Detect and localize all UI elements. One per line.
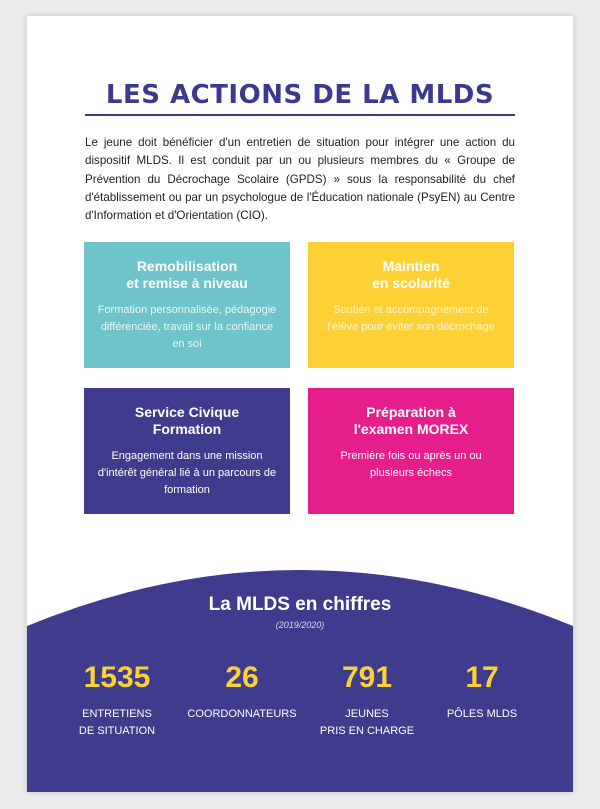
stat-label: COORDONNATEURS: [187, 708, 297, 720]
action-card-text: Première fois ou après un ou plusieurs échecs: [340, 450, 482, 479]
stat-number: 17: [465, 661, 499, 694]
page-title: LES ACTIONS DE LA MLDS: [105, 80, 495, 110]
intro-paragraph: Le jeune doit bénéficier d'un entretien de situation pour intégrer une action du dispositif MLDS. Il est conduit par un ou plusieurs membres du « Groupe de Prévention du Décrochage Scolaire (GPDS) » sous la responsabilité du chef d'établissement ou par un psychologue de l'Éducation nationale (PsyEN) au Centre d'Information et d'Orientation (CIO).: [85, 136, 515, 223]
stat-label: JEUNES PRIS EN CHARGE: [319, 708, 415, 737]
stat-label: PÔLES MLDS: [446, 708, 518, 720]
action-card-service-civique: [84, 388, 290, 514]
stat-entretiens: [57, 660, 177, 740]
action-card-title: Maintien en scolarité: [372, 258, 450, 291]
document-page: [27, 16, 573, 792]
stat-jeunes: [307, 660, 427, 740]
stat-number: 791: [341, 661, 393, 694]
action-card-morex: [308, 388, 514, 514]
action-card-maintien: [308, 242, 514, 368]
stat-poles: [422, 660, 542, 723]
action-card-remobilisation: [84, 242, 290, 368]
stat-number: 26: [225, 661, 259, 694]
stats-year: (2019/2020): [275, 620, 325, 630]
stat-number: 1535: [83, 661, 151, 694]
title-underline: [85, 114, 515, 116]
action-card-title: Remobilisation et remise à niveau: [126, 258, 248, 291]
stat-coordonnateurs: [182, 660, 302, 723]
stats-title: La MLDS en chiffres: [208, 594, 392, 615]
action-card-title: Préparation à l'examen MOREX: [353, 404, 469, 437]
action-card-text: Soutien et accompagnement de l'élève pour éviter son décrochage: [327, 304, 495, 333]
action-card-title: Service Civique Formation: [134, 404, 240, 437]
action-card-text: Formation personnalisée, pédagogie différenciée, travail sur la confiance en soi: [97, 304, 277, 350]
stat-label: ENTRETIENS DE SITUATION: [78, 708, 156, 737]
action-card-text: Engagement dans une mission d'intérêt général lié à un parcours de formation: [97, 450, 277, 496]
